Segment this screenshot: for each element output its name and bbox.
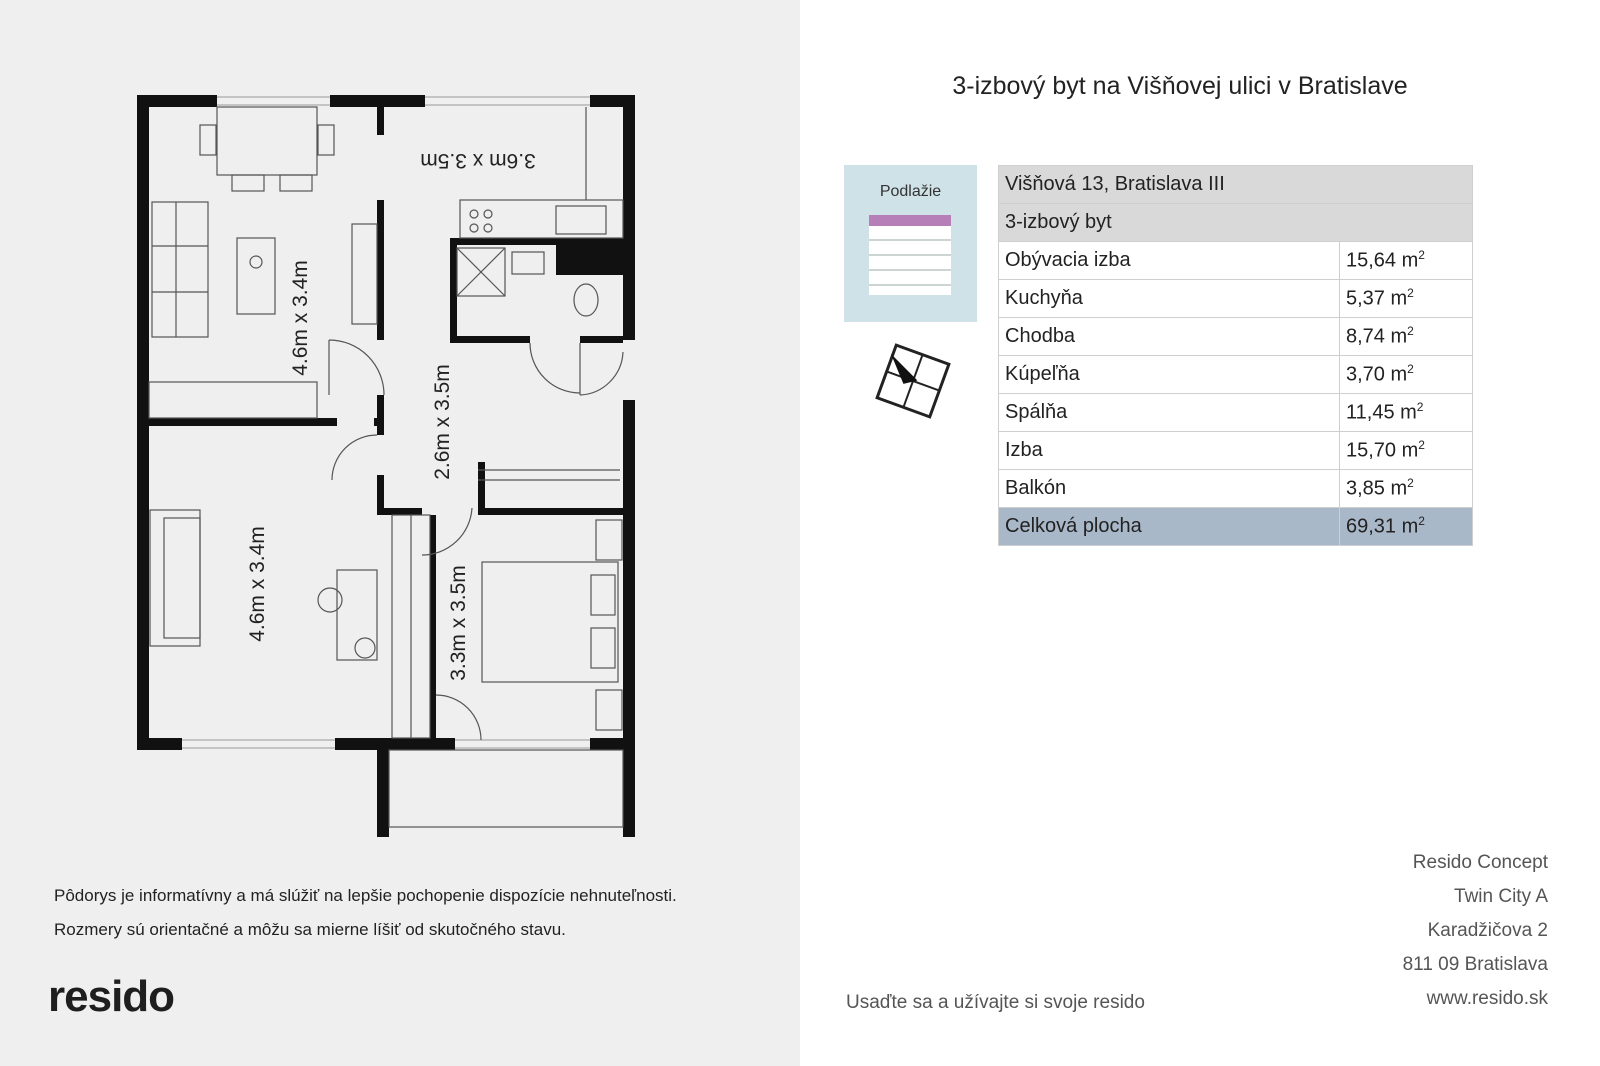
room-name: Izba	[999, 432, 1340, 470]
floor-plan	[0, 0, 800, 860]
type-cell: 3-izbový byt	[999, 204, 1473, 242]
room-area: 15,70 $m^2$	[1340, 432, 1473, 470]
contact-street: Karadžičova 2	[1427, 920, 1548, 941]
contact-company: Resido Concept	[1412, 852, 1548, 873]
room-name: Chodba	[999, 318, 1340, 356]
room-name: Obývacia izba	[999, 242, 1340, 280]
total-name: Celková plocha	[999, 508, 1340, 546]
room-name: Spálňa	[999, 394, 1340, 432]
living-dim-label: 4.6m x 3.4m	[289, 260, 312, 376]
table-row	[999, 242, 1473, 280]
floor-label: Podlažie	[879, 183, 942, 200]
table-row	[999, 280, 1473, 318]
table-row	[999, 432, 1473, 470]
resido-logo: resido	[48, 972, 175, 1021]
room-area: 3,70 $m^2$	[1340, 356, 1473, 394]
table-header-address	[999, 166, 1473, 204]
hall-dim-label: 2.6m x 3.5m	[431, 364, 454, 480]
kitchen-dim-label: 3.6m x 3.5m	[420, 149, 536, 172]
room-name: Balkón	[999, 470, 1340, 508]
disclaimer-line-2: Rozmery sú orientačné a môžu sa mierne líšiť od skutočného stavu.	[54, 920, 566, 939]
floor-indicator	[844, 165, 977, 322]
table-row	[999, 470, 1473, 508]
room-area: 11,45 $m^2$	[1340, 394, 1473, 432]
room-name: Kuchyňa	[999, 280, 1340, 318]
table-row	[999, 318, 1473, 356]
table-row	[999, 356, 1473, 394]
total-area: 69,31 $m^2$	[1340, 508, 1473, 546]
room-area: 8,74 $m^2$	[1340, 318, 1473, 356]
room-area: 3,85 $m^2$	[1340, 470, 1473, 508]
contact-building: Twin City A	[1454, 886, 1548, 907]
doors	[329, 340, 623, 740]
furniture	[149, 107, 623, 827]
room-area: 15,64 $m^2$	[1340, 242, 1473, 280]
floor-stack-icon	[844, 165, 977, 322]
page-title: 3-izbový byt na Višňovej ulici v Bratislave	[952, 72, 1408, 100]
slogan: Usaďte sa a užívajte si svoje resido	[846, 992, 1145, 1013]
table-header-type	[999, 204, 1473, 242]
bedroom-dim-label: 3.3m x 3.5m	[447, 565, 470, 681]
room-area: 5,37 $m^2$	[1340, 280, 1473, 318]
table-row	[999, 394, 1473, 432]
disclaimer-line-1: Pôdorys je informatívny a má slúžiť na lepšie pochopenie dispozície nehnuteľnosti.	[54, 886, 677, 905]
address-cell: Višňová 13, Bratislava III	[999, 166, 1473, 204]
area-table	[998, 165, 1473, 546]
contact-city: 811 09 Bratislava	[1402, 954, 1548, 975]
room-dim-label: 4.6m x 3.4m	[246, 526, 269, 642]
compass-icon	[868, 336, 958, 426]
contact-web-link[interactable]: www.resido.sk	[1426, 988, 1548, 1009]
table-total-row	[999, 508, 1473, 546]
room-name: Kúpeľňa	[999, 356, 1340, 394]
